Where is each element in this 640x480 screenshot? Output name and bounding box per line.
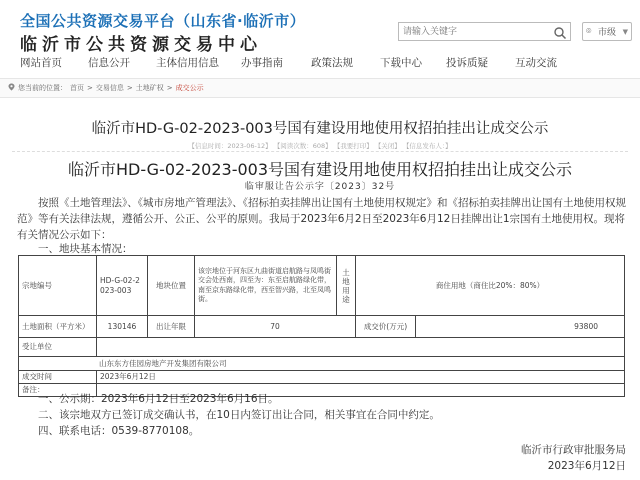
land-use: 商住用地（商住比20%：80%） (356, 256, 625, 316)
winner (97, 338, 625, 357)
label-use: 土地用途 (337, 256, 356, 316)
search-box (398, 22, 571, 41)
nav-download[interactable]: 下载中心 (380, 57, 422, 69)
deal-date: 2023年6月12日 (97, 371, 625, 384)
signature-block (521, 442, 626, 474)
article-meta: 【信息时间：2023-06-12】 【阅读次数：608】 【我要打印】 【关闭】 【信息发布人：】 (188, 142, 452, 150)
label-location: 地块位置 (148, 256, 195, 316)
search-input[interactable] (403, 24, 548, 40)
nav-info-public[interactable]: 信息公开 (88, 57, 130, 69)
label-parcel-no: 宗地编号 (19, 256, 97, 316)
document-title: 临沂市HD-G-02-2023-003号国有建设用地使用权招拍挂出让成交公示 (67, 160, 573, 179)
lease-term: 70 (195, 316, 356, 338)
label-term: 出让年限 (148, 316, 195, 338)
item-contract: 二、该宗地双方已签订成交确认书，在10日内签订出让合同，相关事宜在合同中约定。 (38, 409, 440, 421)
issue-date: 2023年6月12日 (547, 460, 626, 472)
breadcrumb-prefix: 您当前的位置： (18, 84, 67, 92)
item-phone: 四、联系电话：0539-8770108。 (38, 425, 200, 437)
land-area: 130146 (97, 316, 148, 338)
label-winner: 受让单位 (19, 338, 97, 357)
deal-price: 93800 (416, 316, 625, 338)
parcel-table (18, 255, 625, 397)
search-icon[interactable] (553, 25, 567, 39)
parcel-no: HD-G-02-2023-003 (97, 256, 148, 316)
breadcrumb-trade-info[interactable]: 交易信息 (95, 84, 124, 92)
site-header (0, 0, 640, 55)
breadcrumb-land[interactable]: 土地矿权 (135, 84, 164, 92)
document-number: 临审服让告公示字〔2023〕32号 (244, 182, 396, 192)
label-price: 成交价(万元) (356, 316, 416, 338)
platform-name: 全国公共资源交易平台（山东省·临沂市） (20, 12, 306, 30)
label-area: 土地面积（平方米） (19, 316, 97, 338)
city-pin-icon: ⌾ (586, 26, 592, 37)
city-label: 市级 (598, 28, 617, 38)
label-date: 成交时间 (19, 371, 97, 384)
item-period: 一、公示期：2023年6月12日至2023年6月16日。 (38, 393, 279, 405)
main-nav (0, 55, 640, 71)
article-title: 临沂市HD-G-02-2023-003号国有建设用地使用权招拍挂出让成交公示 (91, 121, 549, 137)
label-note: 备注： (19, 384, 97, 397)
parcel-location: 该宗地位于河东区九曲街道启航路与凤鸣街交会处西南，四至为：东至启航路绿化带，南至京东路绿化带，西至智兴路，北至凤鸣街。 (195, 256, 337, 316)
location-icon (8, 83, 15, 93)
nav-guide[interactable]: 办事指南 (241, 57, 283, 69)
chevron-down-icon: ▼ (622, 27, 628, 36)
breadcrumb-home[interactable]: 首页 (70, 84, 84, 92)
nav-policy[interactable]: 政策法规 (311, 57, 353, 69)
divider (12, 151, 628, 152)
nav-complaint[interactable]: 投诉质疑 (446, 57, 488, 69)
breadcrumb-current: 成交公示 (175, 84, 204, 92)
nav-interaction[interactable]: 互动交流 (515, 57, 557, 69)
winner-name: 山东东方佳园房地产开发集团有限公司 (19, 357, 625, 371)
nav-credit[interactable]: 主体信用信息 (156, 57, 219, 69)
intro-paragraph: 按照《土地管理法》、《城市房地产管理法》、《招标拍卖挂牌出让国有土地使用权规定》和《招标拍卖挂牌出让国有土地使用权规范》等有关法律法规，遵循公开、公正、公平的原则。我局于2023年6月2日至2023年6月12日挂牌出让1宗国有土地使用权。现将有关情况公示如下： (17, 197, 626, 241)
city-select[interactable] (582, 22, 632, 41)
nav-home[interactable]: 网站首页 (20, 57, 62, 69)
breadcrumb-bar (0, 78, 640, 98)
site-title: 临沂市公共资源交易中心 (20, 35, 262, 55)
section-heading: 一、地块基本情况： (38, 243, 133, 255)
issuing-org: 临沂市行政审批服务局 (521, 444, 626, 456)
breadcrumb: 您当前的位置： 首页 > 交易信息 > 土地矿权 > 成交公示 (8, 83, 204, 93)
